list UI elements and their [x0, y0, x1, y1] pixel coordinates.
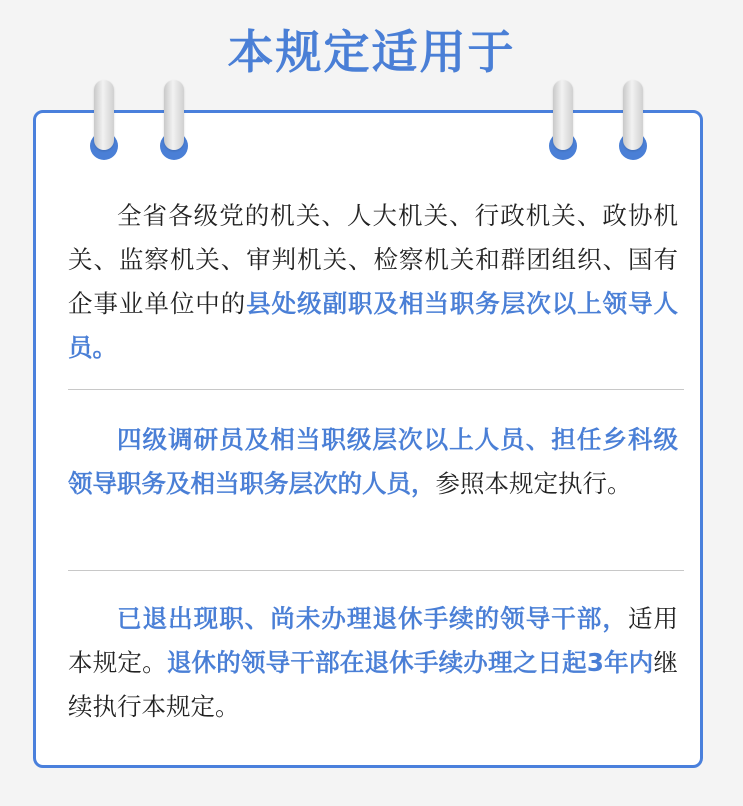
ring-bar: [164, 80, 184, 150]
binder-ring-icon: [549, 80, 581, 160]
paragraph-text: 适用本规定。: [68, 604, 679, 677]
paragraph-text: 继续执行本规定。: [68, 648, 679, 721]
binder-ring-icon: [619, 80, 651, 160]
highlighted-text: 县处级副职及相当职务层次以上领导人员。: [68, 289, 679, 362]
binder-ring-icon: [90, 80, 122, 160]
section-divider: [68, 570, 684, 571]
ring-bar: [553, 80, 573, 150]
highlighted-text: 四级调研员及相当职级层次以上人员、担任乡科级领导职务及相当职务层次的人员，: [68, 425, 678, 498]
scope-paragraph-1: [68, 194, 678, 370]
highlighted-text: 退休的领导干部在退休手续办理之日起3年内: [166, 648, 654, 677]
binder-ring-icon: [160, 80, 192, 160]
section-divider: [68, 389, 684, 390]
scope-paragraph-3: [68, 597, 678, 729]
page-title: 本规定适用于: [227, 25, 516, 79]
highlighted-text: 已退出现职、尚未办理退休手续的领导干部，: [117, 604, 628, 633]
scope-paragraph-2: [68, 418, 678, 506]
ring-bar: [94, 80, 114, 150]
ring-bar: [623, 80, 643, 150]
paragraph-text: 参照本规定执行。: [435, 469, 632, 498]
paragraph-text: 全省各级党的机关、人大机关、行政机关、政协机关、监察机关、审判机关、检察机关和群团组织、国有企事业单位中的: [68, 201, 678, 318]
